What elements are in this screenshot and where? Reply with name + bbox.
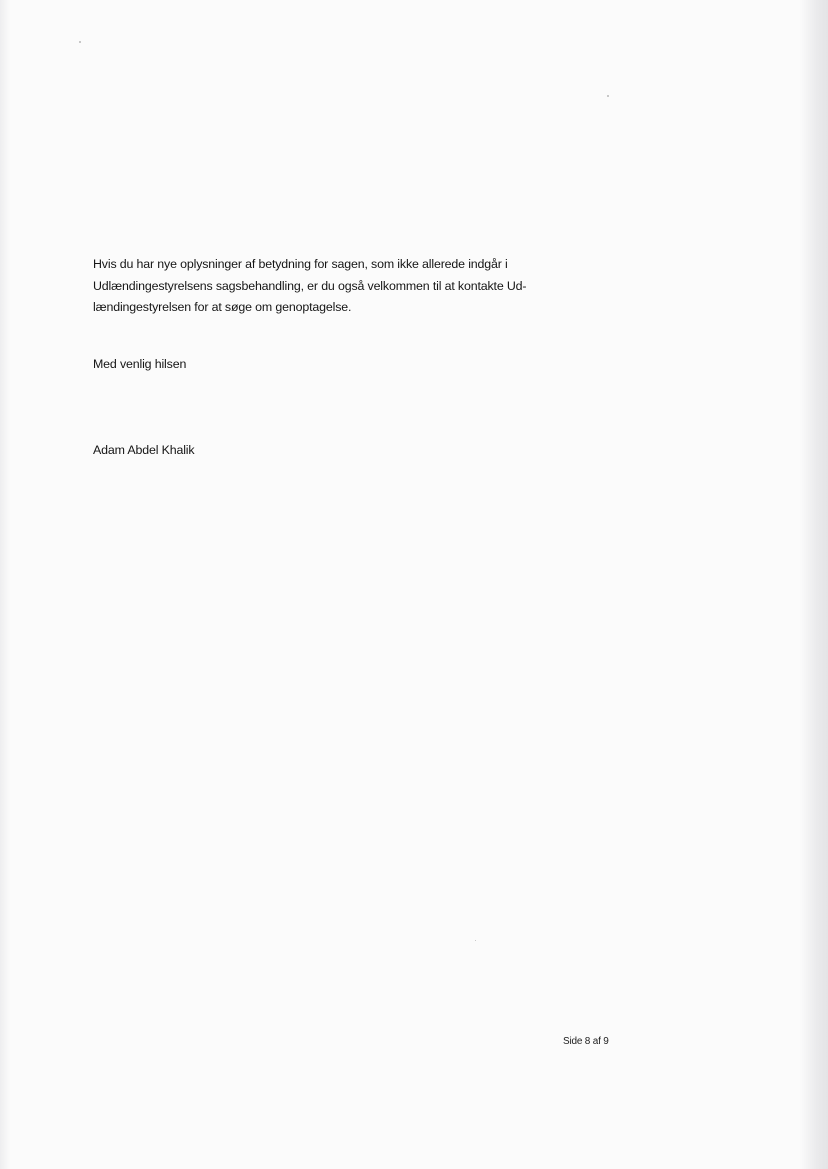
closing-greeting: Med venlig hilsen [93,357,187,371]
scan-shadow-right [800,0,828,1169]
body-line: Udlændingestyrelsens sagsbehandling, er du også velkommen til at kontakte Ud- [93,278,527,293]
body-line: lændingestyrelsen for at søge om genoptagelse. [93,300,352,314]
scan-speck [475,940,476,941]
scan-shadow-left [0,0,10,1169]
scan-speck [79,41,81,43]
page-number: Side 8 af 9 [563,1036,609,1047]
body-line: Hvis du har nye oplysninger af betydning for sagen, som ikke allerede indgår i [93,257,508,271]
scan-speck [607,95,609,97]
body-paragraph [93,254,593,319]
signatory-name: Adam Abdel Khalik [93,443,195,457]
